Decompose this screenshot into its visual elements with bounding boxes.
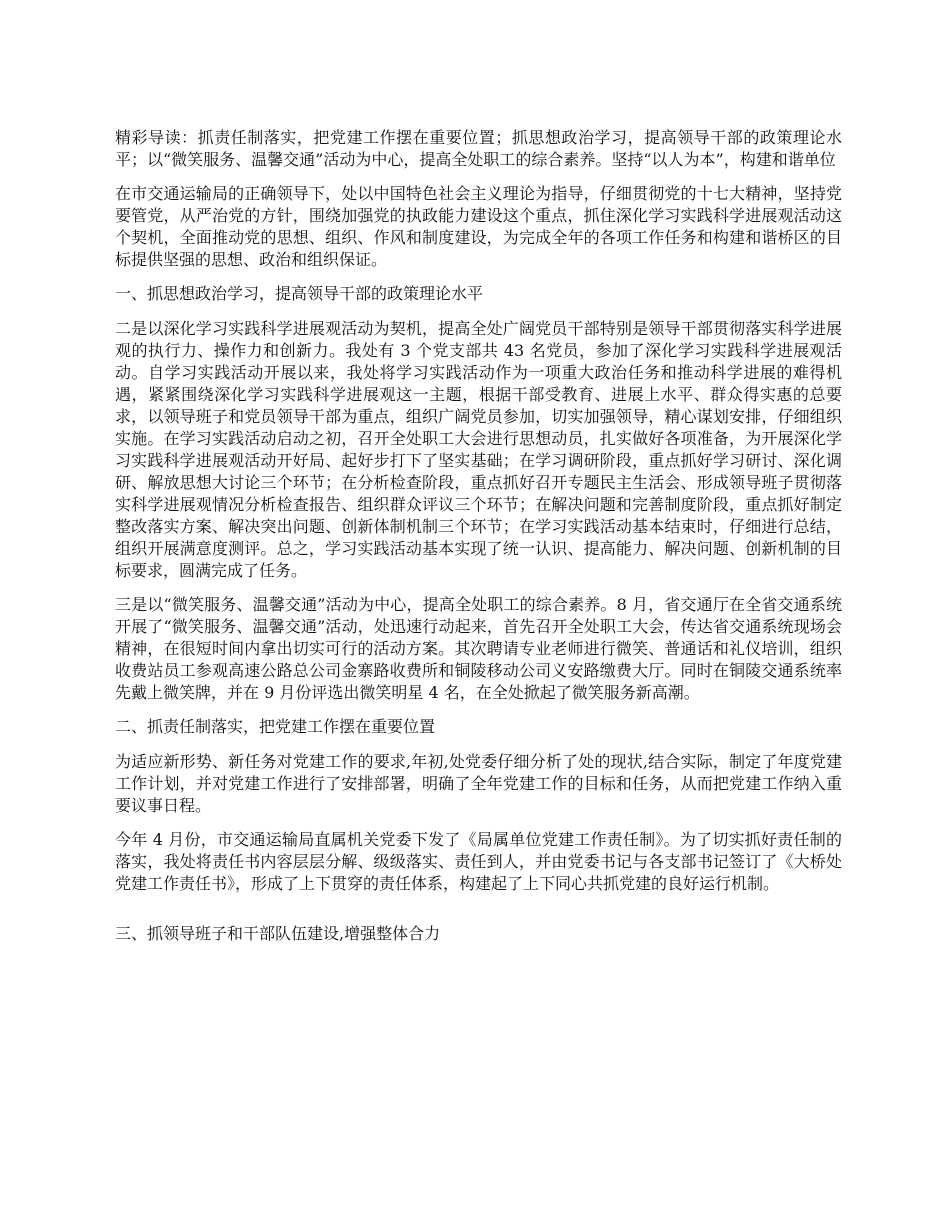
section-heading-2: 二、抓责任制落实，把党建工作摆在重要位置 bbox=[115, 717, 436, 736]
body-paragraph-4: 为适应新形势、新任务对党建工作的要求,年初,处党委仔细分析了处的现状,结合实际，制定了年度党建工作计划，并对党建工作进行了安排部署，明确了全年党建工作的目标和任务，从而把党建工作纳入重要议事日程。 bbox=[115, 752, 842, 815]
body-paragraph-1: 在市交通运输局的正确领导下，处以中国特色社会主义理论为指导，仔细贯彻党的十七大精神，坚持党要管党，从严治党的方针，围绕加强党的执政能力建设这个重点，抓住深化学习实践科学进展观活动这个契机，全面推动党的思想、组织、作风和制度建设，为完成全年的各项工作任务和构建和谐桥区的目标提供坚强的思想、政治和组织保证。 bbox=[115, 184, 842, 269]
document-body bbox=[115, 127, 842, 958]
body-paragraph-3: 三是以“微笑服务、温馨交通”活动为中心，提高全处职工的综合素养。8 月，省交通厅在全省交通系统开展了“微笑服务、温馨交通”活动，处迅速行动起来，首先召开全处职工大会，传达省交通系统现场会精神，在很短时间内拿出切实可行的活动方案。其次聘请专业老师进行微笑、普通话和礼仪培训，组织收费站员工参观高速公路总公司金寨路收费所和铜陵移动公司义安路缴费大厅。同时在铜陵交通系统率先戴上微笑牌，并在 9 月份评选出微笑明星 4 名，在全处掀起了微笑服务新高潮。 bbox=[115, 595, 842, 702]
section-heading-1: 一、抓思想政治学习，提高领导干部的政策理论水平 bbox=[115, 284, 484, 303]
body-paragraph-2: 二是以深化学习实践科学进展观活动为契机，提高全处广阔党员干部特别是领导干部贯彻落实科学进展观的执行力、操作力和创新力。我处有 3 个党支部共 43 名党员，参加了深化学习实践科学进展观活动。自学习实践活动开展以来，我处将学习实践活动作为一项重大政治任务和推动科学进展的难得机遇，紧紧围绕深化学习实践科学进展观这一主题，根据干部受教育、进展上水平、群众得实惠的总要求，以领导班子和党员领导干部为重点，组织广阔党员参加，切实加强领导，精心谋划安排，仔细组织实施。在学习实践活动启动之初，召开全处职工大会进行思想动员，扎实做好各项准备，为开展深化学习实践科学进展观活动开好局、起好步打下了坚实基础；在学习调研阶段，重点抓好学习研讨、深化调研、解放思想大讨论三个环节；在分析检查阶段，重点抓好召开专题民主生活会、形成领导班子贯彻落实科学进展观情况分析检查报告、组织群众评议三个环节；在解决问题和完善制度阶段，重点抓好制定整改落实方案、解决突出问题、创新体制机制三个环节；在学习实践活动基本结束时，仔细进行总结，组织开展满意度测评。总之，学习实践活动基本实现了统一认识、提高能力、解决问题、创新机制的目标要求，圆满完成了任务。 bbox=[115, 319, 842, 580]
intro-paragraph: 精彩导读：抓责任制落实，把党建工作摆在重要位置；抓思想政治学习，提高领导干部的政策理论水平；以“微笑服务、温馨交通”活动为中心，提高全处职工的综合素养。坚持“以人为本”，构建和谐单位 bbox=[115, 128, 842, 169]
body-paragraph-5: 今年 4 月份，市交通运输局直属机关党委下发了《局属单位党建工作责任制》。为了切实抓好责任制的落实，我处将责任书内容层层分解、级级落实、责任到人，并由党委书记与各支部书记签订了《大桥处党建工作责任书》，形成了上下贯穿的责任体系，构建起了上下同心共抓党建的良好运行机制。 bbox=[115, 830, 842, 893]
section-heading-3: 三、抓领导班子和干部队伍建设,增强整体合力 bbox=[115, 924, 441, 943]
